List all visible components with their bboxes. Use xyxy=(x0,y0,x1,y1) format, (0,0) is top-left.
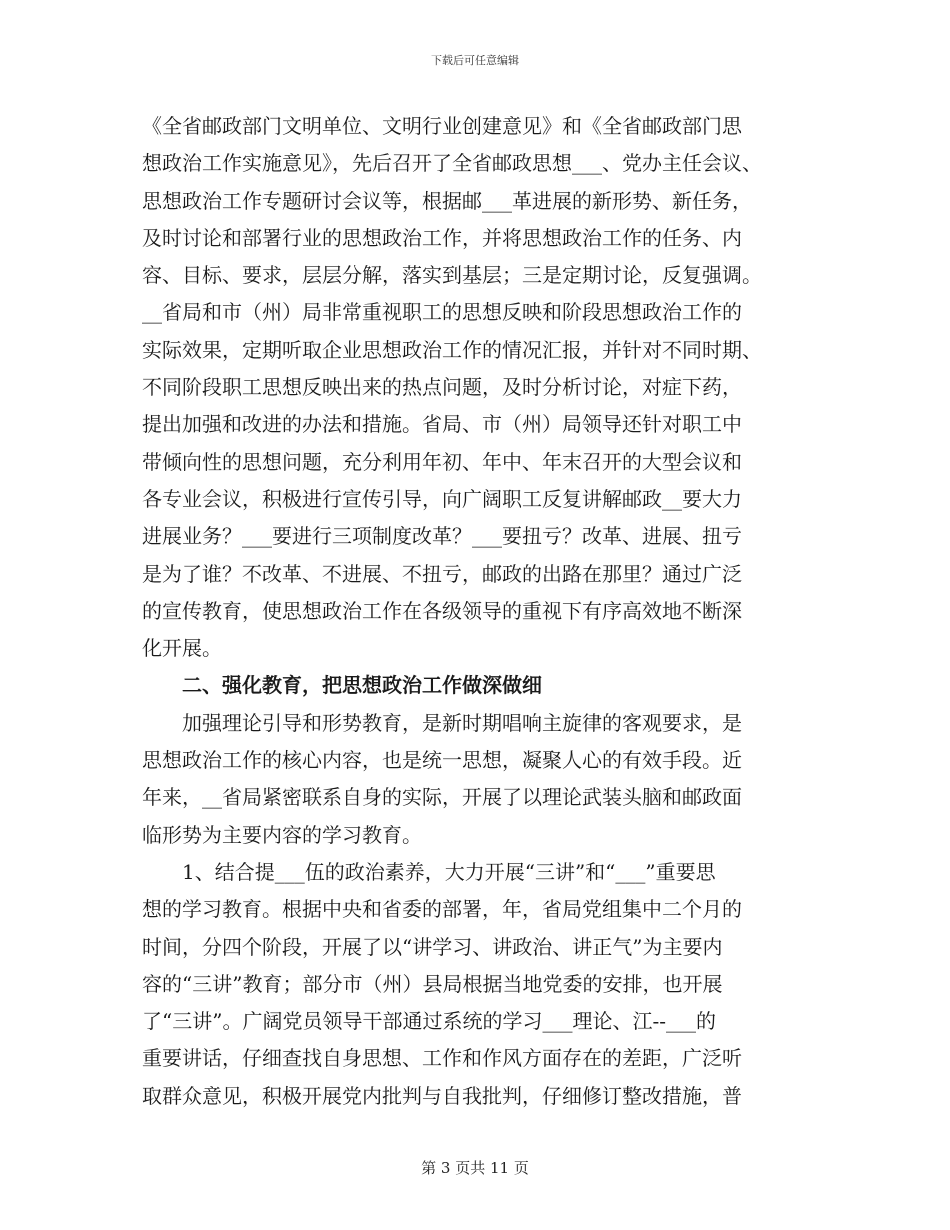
text-line: 想政治工作实施意见》，先后召开了全省邮政思想___、党办主任会议、 xyxy=(142,151,762,176)
page-footer: 第 3 页共 11 页 xyxy=(421,1159,529,1177)
text-line: 临形势为主要内容的学习教育。 xyxy=(142,822,422,847)
text-line: 进展业务？___要进行三项制度改革？___要扭亏？改革、进展、扭亏 xyxy=(142,524,742,549)
text-line: 带倾向性的思想问题，充分利用年初、年中、年末召开的大型会议和 xyxy=(142,449,742,474)
text-line: 1、结合提___伍的政治素养，大力开展“三讲”和“___”重要思 xyxy=(182,859,716,884)
text-line: 重要讲话，仔细查找自身思想、工作和作风方面存在的差距，广泛听 xyxy=(142,1046,742,1071)
document-body xyxy=(142,108,812,1115)
text-line: 及时讨论和部署行业的思想政治工作，并将思想政治工作的任务、内 xyxy=(142,225,742,250)
text-line: 提出加强和改进的办法和措施。省局、市（州）局领导还针对职工中 xyxy=(142,412,742,437)
text-line: 容的“三讲”教育；部分市（州）县局根据当地党委的安排，也开展 xyxy=(142,971,723,996)
text-line: 年来，__省局紧密联系自身的实际，开展了以理论武装头脑和邮政面 xyxy=(142,785,742,810)
text-line: 不同阶段职工思想反映出来的热点问题，及时分析讨论，对症下药， xyxy=(142,375,742,400)
text-line: 是为了谁？不改革、不进展、不扭亏，邮政的出路在那里？通过广泛 xyxy=(142,561,742,586)
text-line: 加强理论引导和形势教育，是新时期唱响主旋律的客观要求，是 xyxy=(182,710,742,735)
page-header: 下载后可任意编辑 xyxy=(431,54,519,67)
text-line: 思想政治工作专题研讨会议等，根据邮___革进展的新形势、新任务， xyxy=(142,188,752,213)
text-line: 思想政治工作的核心内容，也是统一思想，凝聚人心的有效手段。近 xyxy=(142,748,742,773)
text-line: __省局和市（州）局非常重视职工的思想反映和阶段思想政治工作的 xyxy=(142,300,742,325)
section-heading: 二、强化教育，把思想政治工作做深做细 xyxy=(182,673,542,698)
text-line: 容、目标、要求，层层分解，落实到基层；三是定期讨论，反复强调。 xyxy=(142,263,762,288)
text-line: 了“三讲”。广阔党员领导干部通过系统的学习___理论、江--___的 xyxy=(142,1009,716,1034)
text-line: 的宣传教育，使思想政治工作在各级领导的重视下有序高效地不断深 xyxy=(142,598,742,623)
text-line: 想的学习教育。根据中央和省委的部署，年，省局党组集中二个月的 xyxy=(142,897,742,922)
text-line: 时间，分四个阶段，开展了以“讲学习、讲政治、讲正气”为主要内 xyxy=(142,934,723,959)
text-line: 实际效果，定期听取企业思想政治工作的情况汇报，并针对不同时期、 xyxy=(142,337,762,362)
text-line: 各专业会议，积极进行宣传引导，向广阔职工反复讲解邮政__要大力 xyxy=(142,486,742,511)
text-line: 取群众意见，积极开展党内批判与自我批判，仔细修订整改措施，普 xyxy=(142,1083,742,1108)
text-line: 《全省邮政部门文明单位、文明行业创建意见》和《全省邮政部门思 xyxy=(142,114,742,138)
text-line: 化开展。 xyxy=(142,636,222,661)
